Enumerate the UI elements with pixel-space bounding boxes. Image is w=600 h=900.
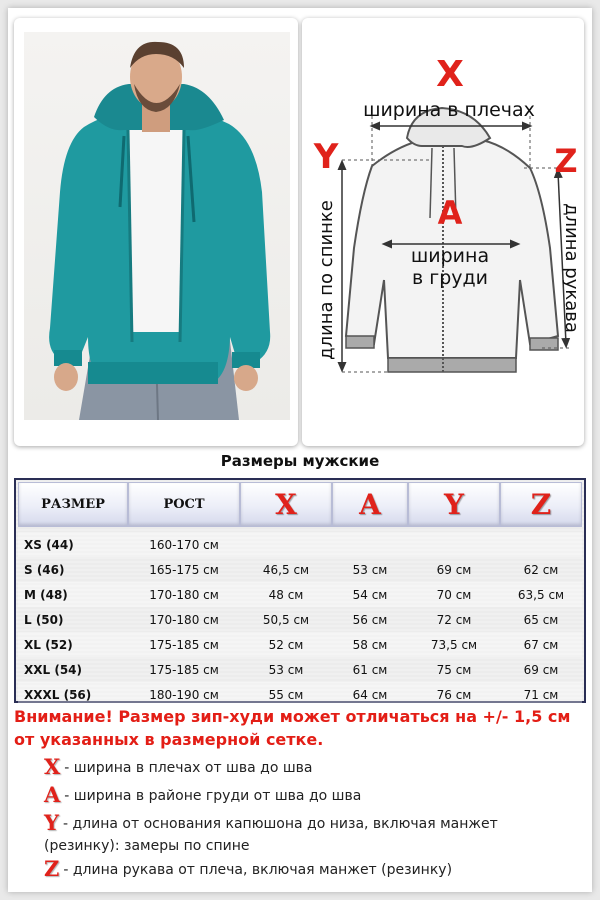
cell-a: 58 см [352,637,388,652]
size-chart-title: Размеры мужские [220,452,380,470]
cell-z: 71 см [523,687,559,702]
cell-height: 180-190 см [149,687,219,702]
size-warning: Внимание! Размер зип-худи может отличаться на +/- 1,5 см от указанных в размерной сетке. [14,707,571,749]
cell-y: 70 см [436,587,472,602]
cell-x: 52 см [268,637,304,652]
label-back-length: длина по спинке [316,200,337,360]
cell-z: 62 см [523,562,559,577]
cell-y: 75 см [436,662,472,677]
table-row [18,557,582,582]
diagram-letter-y: Y [313,137,339,177]
legend-item-z [44,858,554,881]
header-size: РАЗМЕР [18,482,128,527]
legend-text-a: - ширина в районе груди от шва до шва [64,788,362,804]
legend-letter-x: X [44,754,61,779]
header-z: Z [500,482,582,527]
cell-y: 69 см [436,562,472,577]
cell-x: 46,5 см [262,562,310,577]
legend-item-x [44,756,554,779]
legend-item-a [44,784,554,807]
cell-z: 65 см [523,612,559,627]
cell-a: 56 см [352,612,388,627]
page [8,8,592,892]
table-row [18,532,582,557]
model-photo [24,32,290,420]
diagram-letter-z: Z [554,142,578,180]
header-y: Y [408,482,500,527]
label-chest-line2: в груди [411,267,489,289]
cell-x: 55 см [268,687,304,702]
cell-a: 64 см [352,687,388,702]
cell-x: 53 см [268,662,304,677]
size-table-header [18,482,582,527]
cell-height: 165-175 см [149,562,219,577]
cell-size: S (46) [24,562,65,577]
cell-a: 61 см [352,662,388,677]
label-shoulders: ширина в плечах [363,99,535,121]
cell-size: XXXL (56) [24,687,92,702]
legend-letter-a: A [44,782,61,807]
legend-letter-z: Z [44,856,60,881]
cell-height: 175-185 см [149,662,219,677]
cell-size: XXL (54) [24,662,82,677]
table-row [18,632,582,657]
label-chest-line1: ширина [410,245,490,267]
cell-z: 69 см [523,662,559,677]
cell-size: XL (52) [24,637,73,652]
model-photo-card [14,18,298,446]
measurement-diagram-card [302,18,584,446]
cell-z: 63,5 см [517,587,565,602]
cell-height: 170-180 см [149,587,219,602]
cell-z: 67 см [523,637,559,652]
cell-y: 73,5 см [430,637,478,652]
table-row [18,657,582,682]
header-a: A [332,482,408,527]
legend-text-z: - длина рукава от плеча, включая манжет (резинку) [63,862,453,878]
diagram-letter-a: A [437,194,463,232]
cell-height: 170-180 см [149,612,219,627]
hoodie-measurement-diagram [302,18,584,446]
cell-x: 48 см [268,587,304,602]
header-height: РОСТ [128,482,240,527]
legend-text-y: - длина от основания капюшона до низа, включая манжет (резинку): замеры по спине [44,816,498,854]
legend-letter-y: Y [44,810,59,835]
cell-size: L (50) [24,612,64,627]
cell-y: 72 см [436,612,472,627]
label-sleeve-length: длина рукава [561,203,582,333]
size-table [14,478,586,703]
header-x: X [240,482,332,527]
cell-a: 54 см [352,587,388,602]
cell-x: 50,5 см [262,612,310,627]
table-row [18,607,582,632]
legend-text-x: - ширина в плечах от шва до шва [64,760,313,776]
cell-size: M (48) [24,587,68,602]
diagram-letter-x: X [436,54,464,95]
man-in-hoodie-image [24,32,290,420]
table-row [18,582,582,607]
cell-size: XS (44) [24,537,74,552]
cell-y: 76 см [436,687,472,702]
cell-height: 175-185 см [149,637,219,652]
cell-a: 53 см [352,562,388,577]
size-table-body [18,532,582,707]
table-row [18,682,582,707]
legend-item-y [44,812,554,857]
cell-height: 160-170 см [149,537,219,552]
